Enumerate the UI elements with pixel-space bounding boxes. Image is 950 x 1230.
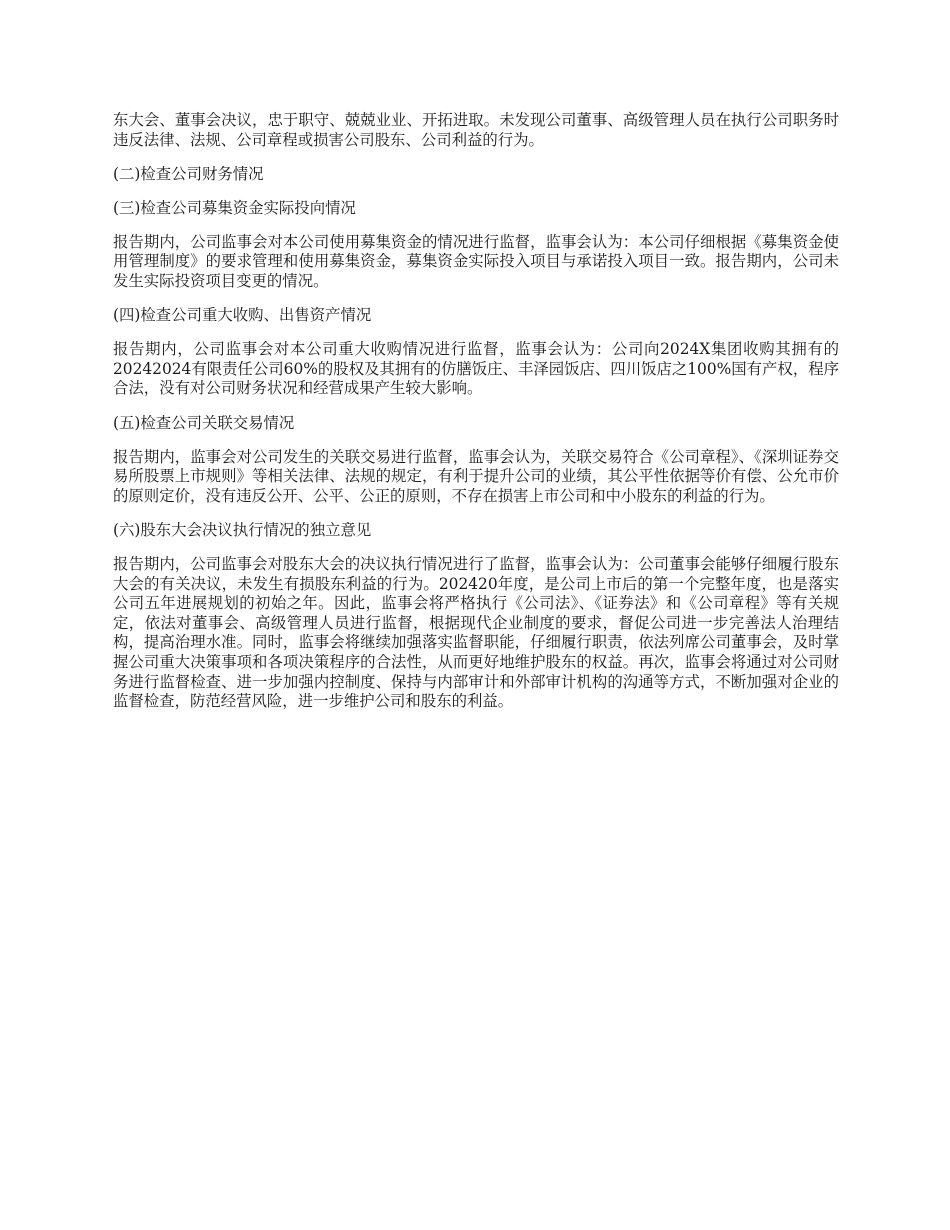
paragraph-shareholder-resolutions: 报告期内，公司监事会对股东大会的决议执行情况进行了监督，监事会认为：公司董事会能够仔细履行股东大会的有关决议，未发生有损股东利益的行为。202420年度，是公司上市后的第一个完整年度，也是落实公司五年进展规划的初始之年。因此，监事会将严格执行《公司法》、《证券法》和《公司章程》等有关规定，依法对董事会、高级管理人员进行监督，根据现代企业制度的要求，督促公司进一步完善法人治理结构，提高治理水准。同时，监事会将继续加强落实监督职能，仔细履行职责，依法列席公司董事会，及时掌握公司重大决策事项和各项决策程序的合法性，从而更好地维护股东的权益。再次，监事会将通过对公司财务进行监督检查、进一步加强内控制度、保持与内部审计和外部审计机构的沟通等方式，不断加强对企业的监督检查，防范经营风险，进一步维护公司和股东的利益。 — [113, 555, 839, 711]
paragraph-raised-funds: 报告期内，公司监事会对本公司使用募集资金的情况进行监督，监事会认为：本公司仔细根据《募集资金使用管理制度》的要求管理和使用募集资金，募集资金实际投入项目与承诺投入项目一致。报告期内，公司未发生实际投资项目变更的情况。 — [113, 232, 839, 291]
heading-finance-check: (二)检查公司财务情况 — [113, 164, 264, 183]
paragraph-opening: 东大会、董事会决议，忠于职守、兢兢业业、开拓进取。未发现公司董事、高级管理人员在执行公司职务时违反法律、法规、公司章程或损害公司股东、公司利益的行为。 — [113, 111, 839, 149]
document-body — [113, 111, 839, 726]
paragraph-acquisitions: 报告期内，公司监事会对本公司重大收购情况进行监督，监事会认为：公司向2024X集团收购其拥有的20242024有限责任公司60%的股权及其拥有的仿膳饭庄、丰泽园饭店、四川饭店之100%国有产权，程序合法，没有对公司财务状况和经营成果产生较大影响。 — [113, 340, 839, 398]
heading-raised-funds: (三)检查公司募集资金实际投向情况 — [113, 198, 356, 217]
heading-acquisitions: (四)检查公司重大收购、出售资产情况 — [113, 306, 372, 325]
heading-shareholder-resolutions: (六)股东大会决议执行情况的独立意见 — [113, 520, 372, 539]
paragraph-related-transactions: 报告期内，监事会对公司发生的关联交易进行监督，监事会认为，关联交易符合《公司章程》、《深圳证券交易所股票上市规则》等相关法律、法规的规定，有利于提升公司的业绩，其公平性依据等价有偿、公允市价的原则定价，没有违反公开、公平、公正的原则，不存在损害上市公司和中小股东的利益的行为。 — [113, 447, 839, 505]
heading-related-transactions: (五)检查公司关联交易情况 — [113, 413, 295, 432]
